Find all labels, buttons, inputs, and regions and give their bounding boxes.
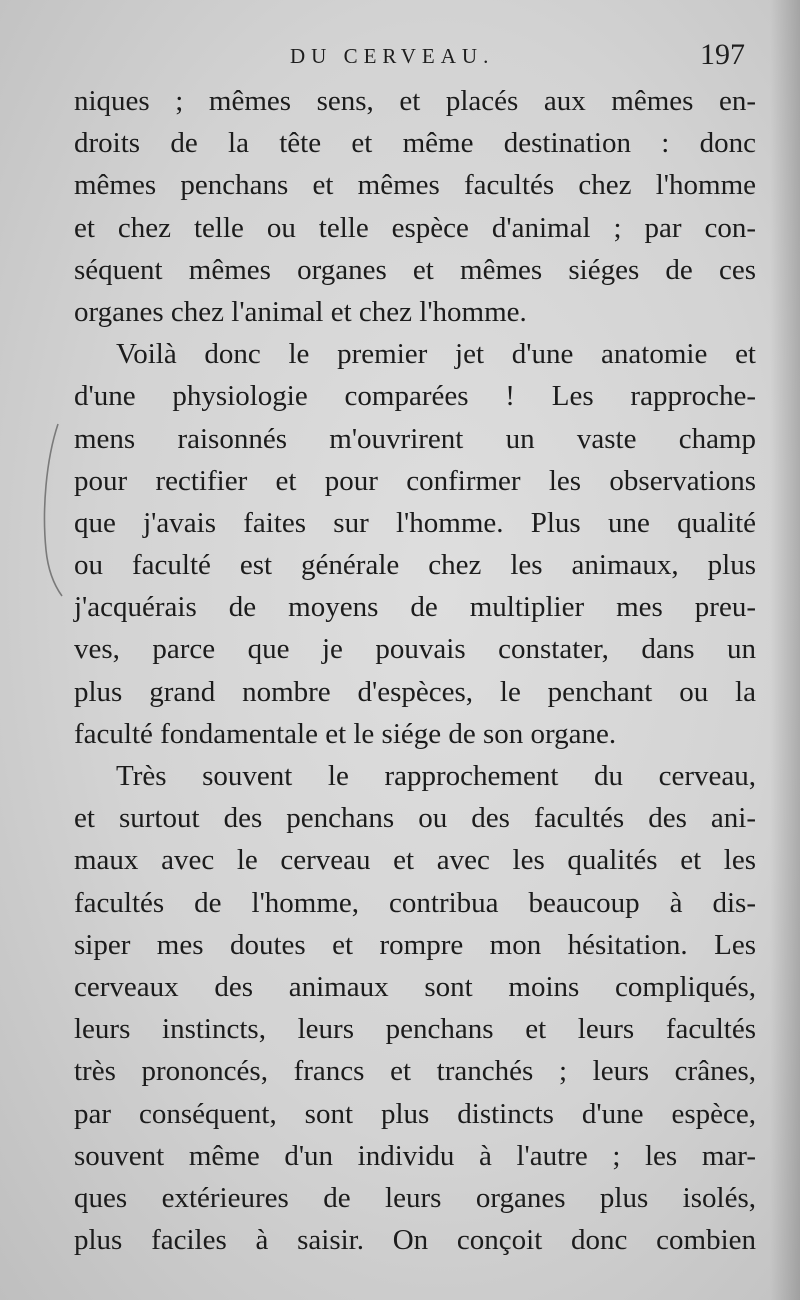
text-line: siper mes doutes et rompre mon hésitation. Les: [74, 928, 756, 961]
text-line: que j'avais faites sur l'homme. Plus une qualité: [74, 506, 756, 539]
text-line: leurs instincts, leurs penchans et leurs facultés: [74, 1013, 756, 1046]
text-line: organes chez l'animal et chez l'homme.: [74, 295, 527, 328]
text-line: j'acquérais de moyens de multiplier mes preu-: [74, 591, 756, 624]
text-line: niques ; mêmes sens, et placés aux mêmes en-: [74, 85, 756, 117]
text-line: plus grand nombre d'espèces, le penchant ou la: [74, 675, 756, 708]
running-head: [0, 38, 800, 78]
text-line: facultés de l'homme, contribua beaucoup à dis-: [74, 886, 756, 919]
pencil-margin-mark: [36, 420, 66, 600]
text-line: ves, parce que je pouvais constater, dans un: [74, 633, 756, 666]
text-line: mens raisonnés m'ouvrirent un vaste champ: [74, 422, 756, 455]
page-edge-shadow: [770, 0, 800, 1300]
text-line: mêmes penchans et mêmes facultés chez l'homme: [74, 169, 756, 202]
page-number: 197: [700, 38, 745, 71]
text-line: droits de la tête et même destination : donc: [74, 127, 756, 160]
text-line: faculté fondamentale et le siége de son organe.: [74, 717, 617, 750]
text-line: souvent même d'un individu à l'autre ; les mar-: [74, 1139, 756, 1172]
text-line: Très souvent le rapprochement du cerveau,: [116, 760, 756, 792]
text-line: ou faculté est générale chez les animaux, plus: [74, 549, 756, 582]
body-text: [74, 80, 756, 1261]
text-line: d'une physiologie comparées ! Les rapproche-: [74, 380, 756, 413]
text-line: et surtout des penchans ou des facultés des ani-: [74, 802, 756, 835]
text-line: très prononcés, francs et tranchés ; leurs crânes,: [74, 1055, 756, 1088]
text-line: par conséquent, sont plus distincts d'une espèce,: [74, 1097, 756, 1130]
text-line: ques extérieures de leurs organes plus isolés,: [74, 1181, 756, 1214]
text-line: pour rectifier et pour confirmer les observations: [74, 464, 756, 497]
running-title: DU CERVEAU.: [290, 44, 495, 68]
text-line: Voilà donc le premier jet d'une anatomie et: [116, 338, 756, 371]
text-line: séquent mêmes organes et mêmes siéges de ces: [74, 253, 756, 286]
text-line: cerveaux des animaux sont moins compliqués,: [74, 970, 756, 1003]
text-line: plus faciles à saisir. On conçoit donc combien: [74, 1224, 756, 1257]
text-line: maux avec le cerveau et avec les qualités et les: [74, 844, 756, 877]
text-line: et chez telle ou telle espèce d'animal ; par con-: [74, 211, 756, 244]
